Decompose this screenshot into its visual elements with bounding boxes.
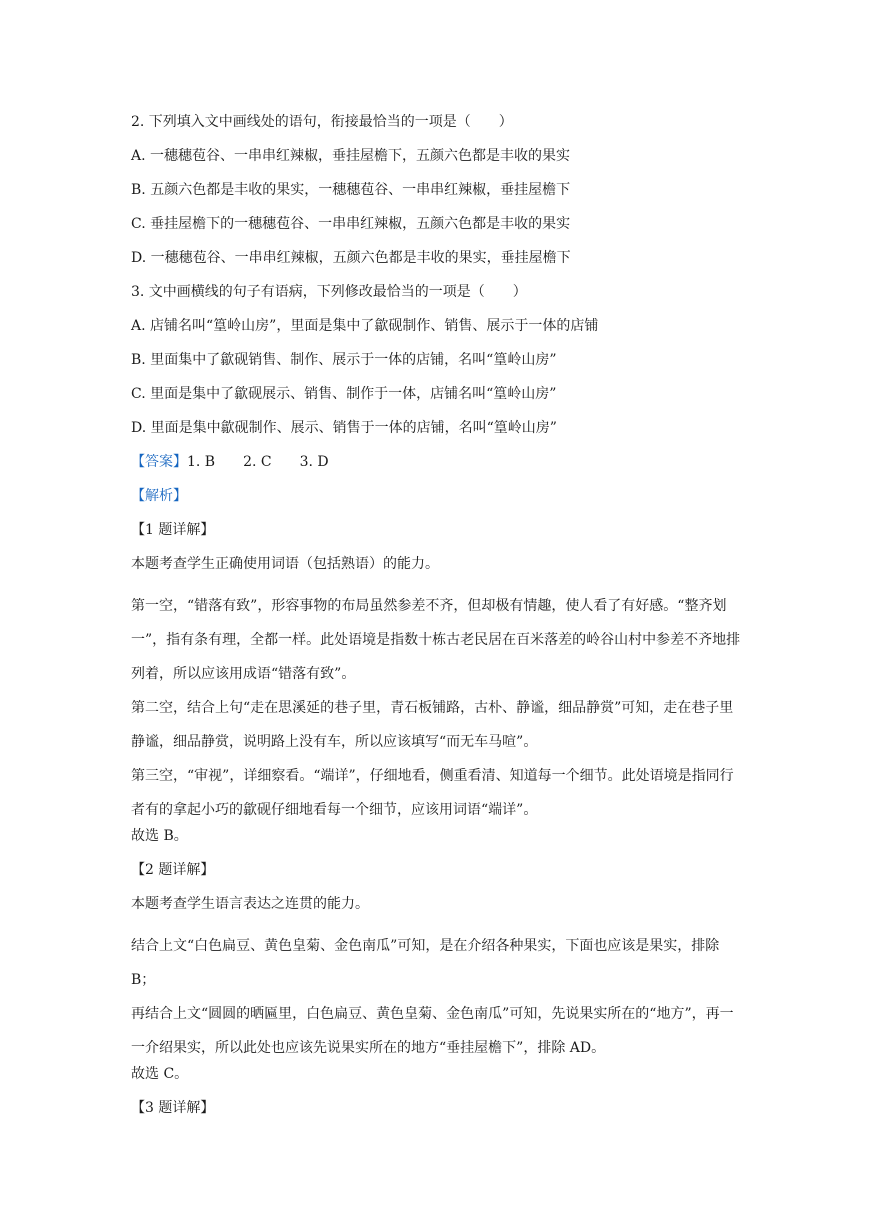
section-1-title: 【1 题详解】 — [131, 522, 215, 538]
question-2-option-d: D. 一穗穗苞谷、一串串红辣椒，五颜六色都是丰收的果实，垂挂屋檐下 — [131, 250, 571, 266]
question-2-option-b: B. 五颜六色都是丰收的果实，一穗穗苞谷、一串串红辣椒，垂挂屋檐下 — [131, 182, 571, 198]
section-1-conclusion: 故选 B。 — [131, 828, 188, 844]
question-3-option-d: D. 里面是集中歙砚制作、展示、销售于一体的店铺，名叫“篁岭山房” — [131, 420, 557, 436]
section-1-paragraph-3: 第三空，“审视”，详细察看。“端详”，仔细地看，侧重看清、知道每一个细节。此处语境是指同行者有的拿起小巧的歙砚仔细地看每一个细节，应该用词语“端详”。 — [131, 768, 734, 818]
answer-line — [131, 453, 329, 471]
question-3-option-a: A. 店铺名叫“篁岭山房”，里面是集中了歙砚制作、销售、展示于一体的店铺 — [131, 318, 599, 334]
answer-text: 1. B 2. C 3. D — [187, 454, 329, 470]
analysis-tag: 【解析】 — [131, 488, 187, 504]
question-3-stem: 3. 文中画横线的句子有语病，下列修改最恰当的一项是（ ） — [131, 284, 527, 300]
section-1-paragraph-1: 第一空，“错落有致”，形容事物的布局虽然参差不齐，但却极有情趣，使人看了有好感。“整齐划一”，指有条有理，全都一样。此处语境是指数十栋古老民居在百米落差的岭谷山村中参差不齐地排列着，所以应该用成语“错落有致”。 — [131, 598, 741, 682]
question-3-option-c: C. 里面是集中了歙砚展示、销售、制作于一体，店铺名叫“篁岭山房” — [131, 386, 557, 402]
section-3-title: 【3 题详解】 — [131, 1100, 215, 1116]
section-1-paragraph-2: 第二空，结合上句“走在思溪延的巷子里，青石板铺路，古朴、静谧，细品静赏”可知，走在巷子里静谧，细品静赏，说明路上没有车，所以应该填写“而无车马喧”。 — [131, 700, 734, 750]
question-2-option-c: C. 垂挂屋檐下的一穗穗苞谷、一串串红辣椒，五颜六色都是丰收的果实 — [131, 216, 571, 232]
question-3-option-b: B. 里面集中了歙砚销售、制作、展示于一体的店铺，名叫“篁岭山房” — [131, 352, 557, 368]
answer-tag: 【答案】 — [131, 454, 187, 470]
section-1-intro: 本题考查学生正确使用词语（包括熟语）的能力。 — [131, 556, 439, 572]
section-2-title: 【2 题详解】 — [131, 862, 215, 878]
section-2-intro: 本题考查学生语言表达之连贯的能力。 — [131, 896, 369, 912]
section-2-conclusion: 故选 C。 — [131, 1066, 189, 1082]
section-2-paragraph-2: 再结合上文“圆圆的晒匾里，白色扁豆、黄色皇菊、金色南瓜”可知，先说果实所在的“地方”，再一一介绍果实，所以此处也应该先说果实所在的地方“垂挂屋檐下”，排除 AD。 — [131, 1006, 734, 1056]
question-2-option-a: A. 一穗穗苞谷、一串串红辣椒，垂挂屋檐下，五颜六色都是丰收的果实 — [131, 148, 571, 164]
section-2-paragraph-1: 结合上文“白色扁豆、黄色皇菊、金色南瓜”可知，是在介绍各种果实，下面也应该是果实，排除 B； — [131, 938, 720, 988]
question-2-stem: 2. 下列填入文中画线处的语句，衔接最恰当的一项是（ ） — [131, 114, 513, 130]
